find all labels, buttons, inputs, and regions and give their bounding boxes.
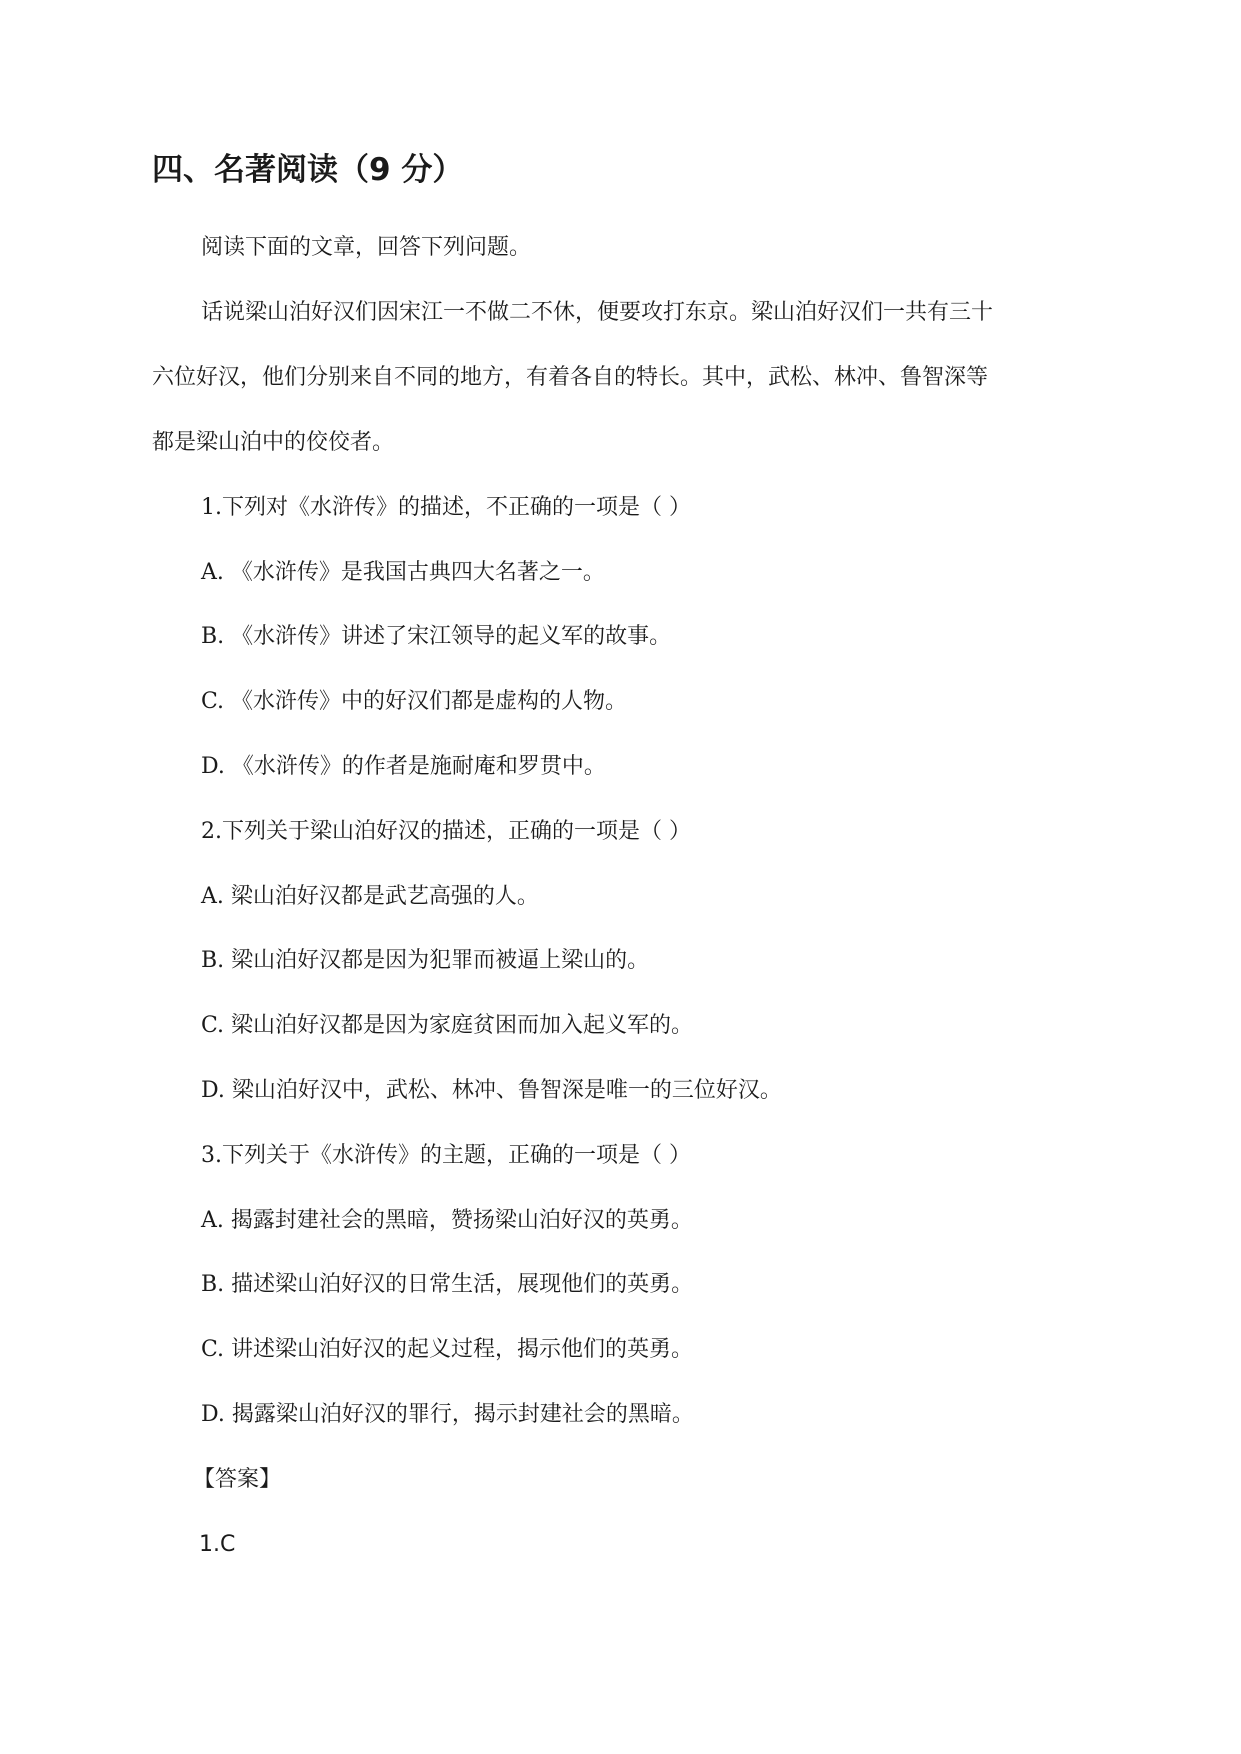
question-3-option-b: B. 描述梁山泊好汉的日常生活，展现他们的英勇。	[201, 1272, 694, 1297]
question-3-option-d: D. 揭露梁山泊好汉的罪行，揭示封建社会的黑暗。	[201, 1402, 694, 1427]
answer-heading: 【答案】	[193, 1467, 282, 1492]
question-1-stem: 1.下列对《水浒传》的描述，不正确的一项是（ ）	[201, 495, 691, 520]
question-1-option-c: C. 《水浒传》中的好汉们都是虚构的人物。	[201, 689, 628, 714]
question-1-option-d: D. 《水浒传》的作者是施耐庵和罗贯中。	[201, 754, 606, 779]
question-2-stem: 2.下列关于梁山泊好汉的描述，正确的一项是（ ）	[201, 819, 691, 844]
question-1-option-a: A. 《水浒传》是我国古典四大名著之一。	[201, 560, 605, 585]
question-2-option-d: D. 梁山泊好汉中，武松、林冲、鲁智深是唯一的三位好汉。	[201, 1078, 782, 1103]
question-2-option-a: A. 梁山泊好汉都是武艺高强的人。	[201, 884, 539, 909]
question-2-option-c: C. 梁山泊好汉都是因为家庭贫困而加入起义军的。	[201, 1013, 694, 1038]
section-heading: 四、名著阅读（9 分）	[152, 152, 464, 188]
question-1-option-b: B. 《水浒传》讲述了宋江领导的起义军的故事。	[201, 624, 672, 649]
question-2-option-b: B. 梁山泊好汉都是因为犯罪而被逼上梁山的。	[201, 948, 650, 973]
question-3-option-a: A. 揭露封建社会的黑暗，赞扬梁山泊好汉的英勇。	[201, 1208, 693, 1233]
question-3-option-c: C. 讲述梁山泊好汉的起义过程，揭示他们的英勇。	[201, 1337, 694, 1362]
passage-line-2: 六位好汉，他们分别来自不同的地方，有着各自的特长。其中，武松、林冲、鲁智深等	[152, 365, 989, 390]
question-3-stem: 3.下列关于《水浒传》的主题，正确的一项是（ ）	[201, 1143, 691, 1168]
answer-item-1: 1.C	[199, 1532, 236, 1557]
passage-line-1: 话说梁山泊好汉们因宋江一不做二不休，便要攻打东京。梁山泊好汉们一共有三十	[201, 300, 994, 325]
instruction-text: 阅读下面的文章，回答下列问题。	[201, 235, 532, 260]
passage-line-3: 都是梁山泊中的佼佼者。	[152, 430, 395, 455]
